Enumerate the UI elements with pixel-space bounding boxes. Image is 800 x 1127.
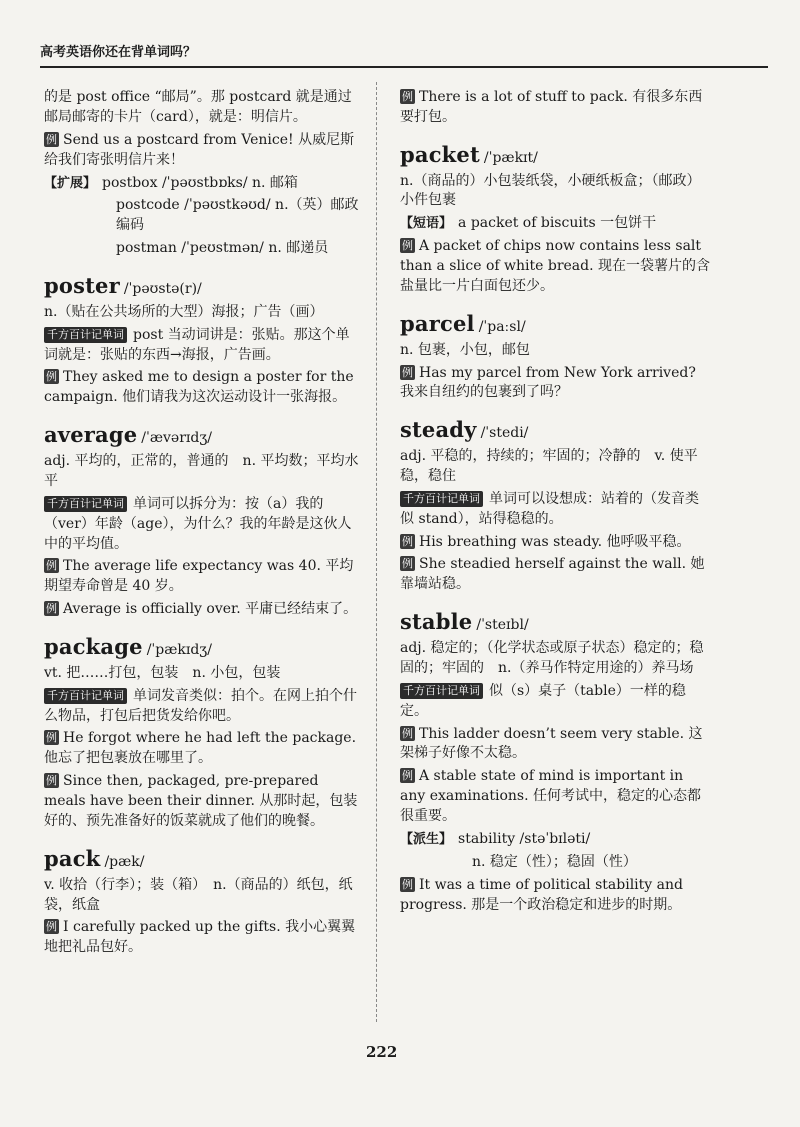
example-badge: 例 bbox=[46, 559, 57, 573]
definition: n.（贴在公共场所的大型）海报；广告（画） bbox=[44, 303, 324, 320]
left-column bbox=[44, 88, 362, 961]
example-line: 例 Average is officially over. 平庸已经结束了。 bbox=[46, 601, 358, 618]
memo-line: 千方百计记单词 post 当动词讲是：张贴。那这个单词就是：张贴的东西→海报，广告画。 bbox=[44, 326, 350, 363]
expand-label: 【扩展】 bbox=[44, 175, 97, 191]
memo-line: 千方百计记单词 似（s）桌子（table）一样的稳定。 bbox=[400, 682, 686, 719]
memo-tag: 千方百计记单词 bbox=[44, 688, 127, 704]
example-line: 例 A stable state of mind is important in any examinations. 任何考试中，稳定的心态都很重要。 bbox=[400, 768, 701, 824]
running-header: 高考英语你还在背单词吗？ bbox=[40, 45, 197, 60]
definition: vt. 把……打包，包装 n. 小包，包装 bbox=[44, 664, 281, 681]
example-badge: 例 bbox=[402, 726, 413, 740]
example-line: 例 His breathing was steady. 他呼吸平稳。 bbox=[402, 533, 691, 550]
example-line: 例 The average life expectancy was 40. 平均期望寿命曾是 40 岁。 bbox=[44, 558, 354, 595]
definition: n.（商品的）小包装纸袋，小硬纸板盒；（邮政）小件包裹 bbox=[400, 172, 701, 209]
phrase-line: 【短语】 a packet of biscuits 一包饼干 bbox=[400, 215, 657, 232]
example-badge: 例 bbox=[402, 877, 413, 891]
phrase-label: 【短语】 bbox=[400, 216, 453, 232]
intro-text: 的是 post office “邮局”。那 postcard 就是通过邮局邮寄的卡片（card），就是：明信片。 bbox=[44, 89, 352, 125]
example-badge: 例 bbox=[402, 239, 413, 253]
memo-line: 千方百计记单词 单词发音类似：拍个。在网上拍个什么物品，打包后把货发给你吧。 bbox=[44, 687, 357, 724]
example-badge: 例 bbox=[402, 769, 413, 783]
example-badge: 例 bbox=[46, 774, 57, 788]
example-line: 例 This ladder doesn’t seem very stable. 这架梯子好像不太稳。 bbox=[400, 725, 703, 762]
page-number: 222 bbox=[366, 1043, 398, 1061]
headword-packet: packet /ˈpækɪt/ bbox=[400, 141, 538, 167]
memo-tag: 千方百计记单词 bbox=[400, 683, 483, 699]
example-line: 例 I carefully packed up the gifts. 我小心翼翼地把礼品包好。 bbox=[44, 919, 356, 956]
headword-poster: poster /ˈpəʊstə(r)/ bbox=[44, 273, 202, 298]
definition: v. 收拾（行李）；装（箱） n.（商品的）纸包，纸袋，纸盒 bbox=[44, 876, 353, 913]
example-badge: 例 bbox=[402, 534, 413, 548]
memo-tag: 千方百计记单词 bbox=[400, 491, 483, 507]
example-line: 例 Send us a postcard from Venice! 从威尼斯给我们寄张明信片来！ bbox=[44, 131, 355, 168]
definition: adj. 平稳的，持续的；牢固的；冷静的 v. 使平稳，稳住 bbox=[400, 448, 698, 484]
example-line: 例 Since then, packaged, pre-prepared meals have been their dinner. 从那时起，包装好的、预先准备好的饭菜就成了他们的晚餐。 bbox=[44, 773, 358, 829]
expand-item: postbox /ˈpəʊstbɒks/ n. 邮箱 bbox=[102, 174, 298, 191]
derive-definition: n. 稳定（性）；稳固（性） bbox=[472, 853, 637, 870]
example-badge: 例 bbox=[46, 602, 57, 616]
headword-average: average /ˈævərɪdʒ/ bbox=[44, 422, 212, 448]
example-badge: 例 bbox=[402, 557, 413, 571]
example-badge: 例 bbox=[46, 132, 57, 146]
example-line: 例 He forgot where he had left the package. 他忘了把包裹放在哪里了。 bbox=[44, 730, 357, 767]
headword-parcel: parcel /ˈpaːsl/ bbox=[400, 310, 526, 336]
right-column bbox=[400, 88, 712, 918]
definition: adj. 平均的，正常的，普通的 n. 平均数；平均水平 bbox=[44, 453, 359, 489]
headword-stable: stable /ˈsteɪbl/ bbox=[400, 609, 529, 635]
headword-steady: steady /ˈstedi/ bbox=[400, 417, 529, 443]
header-rule bbox=[40, 66, 768, 68]
memo-tag: 千方百计记单词 bbox=[44, 327, 127, 343]
memo-line: 千方百计记单词 单词可以拆分为：按（a）我的（ver）年龄（age），为什么？我的年龄是这伙人中的平均值。 bbox=[44, 495, 352, 552]
example-badge: 例 bbox=[46, 731, 57, 745]
derive-line: 【派生】 stability /stəˈbɪləti/ bbox=[400, 830, 591, 847]
column-divider bbox=[376, 82, 377, 1022]
definition: adj. 稳定的；（化学状态或原子状态）稳定的；稳固的；牢固的 n.（养马作特定用途的）养马场 bbox=[400, 640, 704, 676]
example-badge: 例 bbox=[46, 370, 57, 384]
expand-line bbox=[44, 174, 362, 194]
example-line: 例 There is a lot of stuff to pack. 有很多东西要打包。 bbox=[400, 89, 703, 125]
example-badge: 例 bbox=[402, 365, 413, 379]
example-badge: 例 bbox=[46, 920, 57, 934]
memo-line: 千方百计记单词 单词可以设想成：站着的（发音类似 stand），站得稳稳的。 bbox=[400, 490, 699, 527]
expand-item: postman /ˈpeʊstmən/ n. 邮递员 bbox=[116, 240, 329, 257]
headword-pack: pack /pæk/ bbox=[44, 845, 145, 871]
example-line: 例 She steadied herself against the wall. 她靠墙站稳。 bbox=[400, 556, 705, 593]
headword-package: package /ˈpækɪdʒ/ bbox=[44, 634, 212, 659]
expand-item: postcode /ˈpəʊstkəʊd/ n.（英）邮政编码 bbox=[116, 197, 359, 234]
definition: n. 包裹，小包，邮包 bbox=[400, 341, 530, 358]
example-badge: 例 bbox=[402, 90, 413, 103]
derive-label: 【派生】 bbox=[400, 831, 453, 847]
example-line: 例 A packet of chips now contains less salt than a slice of white bread. 现在一袋薯片的含盐量比一片白面包还少。 bbox=[400, 238, 711, 294]
example-line: 例 It was a time of political stability and progress. 那是一个政治稳定和进步的时期。 bbox=[400, 876, 683, 913]
memo-tag: 千方百计记单词 bbox=[44, 496, 127, 512]
example-line: 例 Has my parcel from New York arrived? 我来自纽约的包裹到了吗？ bbox=[400, 364, 696, 401]
example-line: 例 They asked me to design a poster for the campaign. 他们请我为这次运动设计一张海报。 bbox=[44, 369, 354, 406]
